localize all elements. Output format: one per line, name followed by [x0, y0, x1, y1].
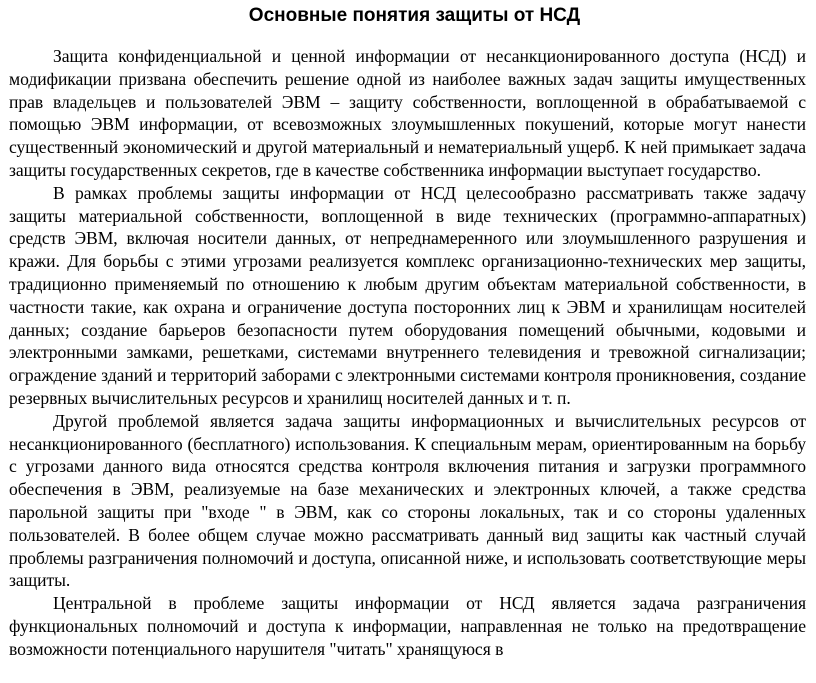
paragraph-2: В рамках проблемы защиты информации от НСД целесообразно рассматривать также задачу защиты материальной собственности, воплощенной в виде технических (программно-аппаратных) средств ЭВМ, включая носители данных, от непреднамеренного или злоумышленного разрушения и кражи. Для борьбы с этими угрозами реализуется комплекс организационно-технических мер защиты, традиционно применяемый по отношению к любым другим объектам материальной собственности, в частности такие, как охрана и ограничение доступа посторонних лиц к ЭВМ и хранилищам носителей данных; создание барьеров безопасности путем оборудования помещений обычными, кодовыми и электронными замками, решетками, системами внутреннего телевидения и тревожной сигнализации; ограждение зданий и территорий заборами с электронными системами контроля проникновения, создание резервных вычислительных ресурсов и хранилищ носителей данных и т. п. — [9, 182, 806, 408]
document-page — [9, 0, 806, 661]
paragraph-1: Защита конфиденциальной и ценной информации от несанкционированного доступа (НСД) и модификации призвана обеспечить решение одной из наиболее важных задач защиты имущественных прав владельцев и пользователей ЭВМ – защиту собственности, воплощенной в обрабатываемой с помощью ЭВМ информации, от всевозможных злоумышленных покушений, которые могут нанести существенный экономический и другой материальный и нематериальный ущерб. К ней примыкает задача защиты государственных секретов, где в качестве собственника информации выступает государство. — [9, 46, 806, 180]
document-body — [9, 45, 806, 661]
paragraph-4: Центральной в проблеме защиты информации от НСД является задача разграничения функциональных полномочий и доступа к информации, направленная не только на предотвращение возможности потенциального нарушителя "читать" хранящуюся в — [9, 593, 806, 659]
document-title: Основные понятия защиты от НСД — [248, 5, 581, 26]
paragraph-3: Другой проблемой является задача защиты информационных и вычислительных ресурсов от несанкционированного (бесплатного) использования. К специальным мерам, ориентированным на борьбу с угрозами данного вида относятся средства контроля включения питания и загрузки программного обеспечения в ЭВМ, реализуемые на базе механических и электронных ключей, а также средства парольной защиты при "входе " в ЭВМ, как со стороны локальных, так и со стороны удаленных пользователей. В более общем случае можно рассматривать данный вид защиты как частный случай проблемы разграничения полномочий и доступа, описанной ниже, и использовать соответствующие меры защиты. — [9, 410, 806, 591]
